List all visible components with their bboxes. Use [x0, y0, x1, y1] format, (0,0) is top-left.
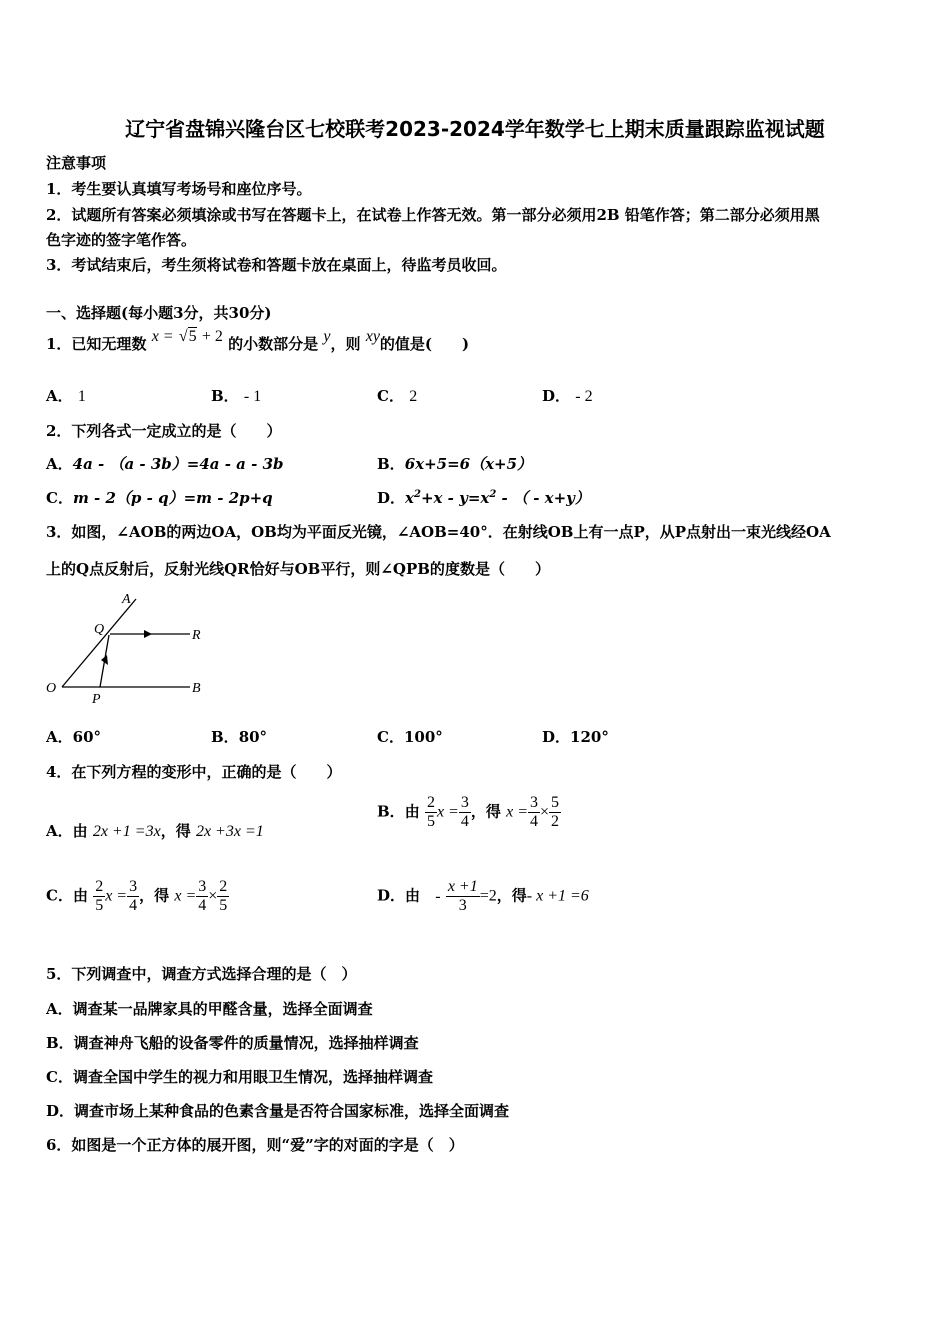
q3-option-a: A．60° — [46, 728, 102, 746]
question-2: 2．下列各式一定成立的是（ ） — [46, 422, 282, 440]
label-p: P — [92, 692, 101, 707]
question-6: 6．如图是一个正方体的展开图，则“爱”字的对面的字是（ ） — [46, 1136, 464, 1154]
arrow-qr — [144, 630, 152, 638]
q2-option-d: D．$x^2+x - y=x^2$ - （ - x+y） — [377, 489, 590, 507]
q1-mid: 的小数部分是 — [228, 335, 319, 353]
q3-figure — [40, 585, 220, 710]
q5-option-c: C．调查全国中学生的视力和用眼卫生情况，选择抽样调查 — [46, 1068, 433, 1086]
q1-x: x = — [151, 328, 174, 345]
q1-lead: 1．已知无理数 — [46, 335, 147, 353]
question-3-line1: 3．如图，∠AOB的两边OA，OB均为平面反光镜，∠AOB=40°．在射线OB上有一点P，从P点射出一束光线经OA — [46, 523, 831, 541]
q4-option-c: C．由 $\frac{2}{5}$ x = $\frac{3}{4}$ ，得 x = $\frac{3}{4}$ × $\frac{2}{5}$ — [46, 878, 228, 914]
question-1 — [46, 328, 470, 354]
note-item-3: 3．考试结束后，考生须将试卷和答题卡放在桌面上，待监考员收回。 — [46, 256, 507, 274]
label-r: R — [192, 628, 201, 643]
q4-option-b: B．由 $\frac{2}{5}$ x = $\frac{3}{4}$ ，得 x = $\frac{3}{4}$ × $\frac{5}{2}$ — [377, 794, 560, 830]
q4-d-frac: $\frac{x +1}{3}$ — [447, 878, 478, 914]
q1-option-b: B． - 1 — [211, 387, 262, 405]
q1-sqrt-sign: √ — [178, 328, 188, 345]
q1-plus2: + 2 — [201, 328, 223, 345]
q5-option-d: D．调查市场上某种食品的色素含量是否符合国家标准，选择全面调查 — [46, 1102, 510, 1120]
q4-c-frac-2: $\frac{3}{4}$ — [129, 878, 138, 914]
label-q: Q — [94, 622, 105, 637]
q5-option-a: A．调查某一品牌家具的甲醛含量，选择全面调查 — [46, 1000, 373, 1018]
question-4: 4．在下列方程的变形中，正确的是（ ） — [46, 763, 342, 781]
question-3-line2: 上的Q点反射后，反射光线QR恰好与OB平行，则∠QPB的度数是（ ） — [46, 560, 550, 578]
q2-option-c: C．m - 2（p - q）=m - 2p+q — [46, 489, 273, 507]
label-b: B — [192, 681, 201, 696]
q5-option-b: B．调查神舟飞船的设备零件的质量情况，选择抽样调查 — [46, 1034, 419, 1052]
note-item-2: 2．试题所有答案必须填涂或书写在答题卡上，在试卷上作答无效。第一部分必须用2B 铅笔作答；第二部分必须用黑 — [46, 206, 820, 224]
notes-heading: 注意事项 — [46, 154, 107, 172]
q1-then: ，则 — [330, 335, 361, 353]
q4-c-frac-3: $\frac{3}{4}$ — [198, 878, 207, 914]
q1-option-d: D． - 2 — [542, 387, 593, 405]
q3-option-c: C．100° — [377, 728, 443, 746]
q3-option-b: B．80° — [211, 728, 268, 746]
q1-option-a: A． 1 — [46, 387, 86, 405]
section-heading: 一、选择题(每小题3分，共30分) — [46, 304, 272, 322]
q4-c-frac-1: $\frac{2}{5}$ — [95, 878, 104, 914]
q4-b-frac-4: $\frac{5}{2}$ — [551, 794, 560, 830]
q1-tail: 的值是( ) — [379, 335, 470, 353]
ray-oa — [62, 599, 136, 687]
q3-option-d: D．120° — [542, 728, 609, 746]
q4-b-frac-2: $\frac{3}{4}$ — [460, 794, 469, 830]
q1-sqrt-5: 5 — [188, 328, 197, 345]
q1-option-c: C． 2 — [377, 387, 418, 405]
q1-y: y — [323, 328, 331, 345]
q2-option-a: A．4a - （a - 3b）=4a - a - 3b — [46, 455, 284, 473]
label-o: O — [46, 681, 57, 696]
q4-option-a: A．由 2x +1 =3x，得 2x +3x =1 — [46, 822, 264, 840]
q4-b-frac-1: $\frac{2}{5}$ — [426, 794, 435, 830]
page-title: 辽宁省盘锦兴隆台区七校联考2023-2024学年数学七上期末质量跟踪监视试题 — [125, 117, 825, 141]
note-item-2-cont: 色字迹的签字笔作答。 — [46, 231, 197, 249]
q4-b-frac-3: $\frac{3}{4}$ — [530, 794, 538, 830]
q4-c-frac-4: $\frac{2}{5}$ — [219, 878, 228, 914]
q2-option-b: B．6x+5=6（x+5） — [377, 455, 533, 473]
question-5: 5．下列调查中，调查方式选择合理的是（ ） — [46, 965, 357, 983]
label-a: A — [122, 592, 131, 607]
q4-option-d: D．由 - $\frac{x +1}{3}$ =2，得- x +1 =6 — [377, 878, 589, 914]
note-item-1: 1．考生要认真填写考场号和座位序号。 — [46, 180, 312, 198]
q1-xy: xy — [365, 328, 380, 345]
